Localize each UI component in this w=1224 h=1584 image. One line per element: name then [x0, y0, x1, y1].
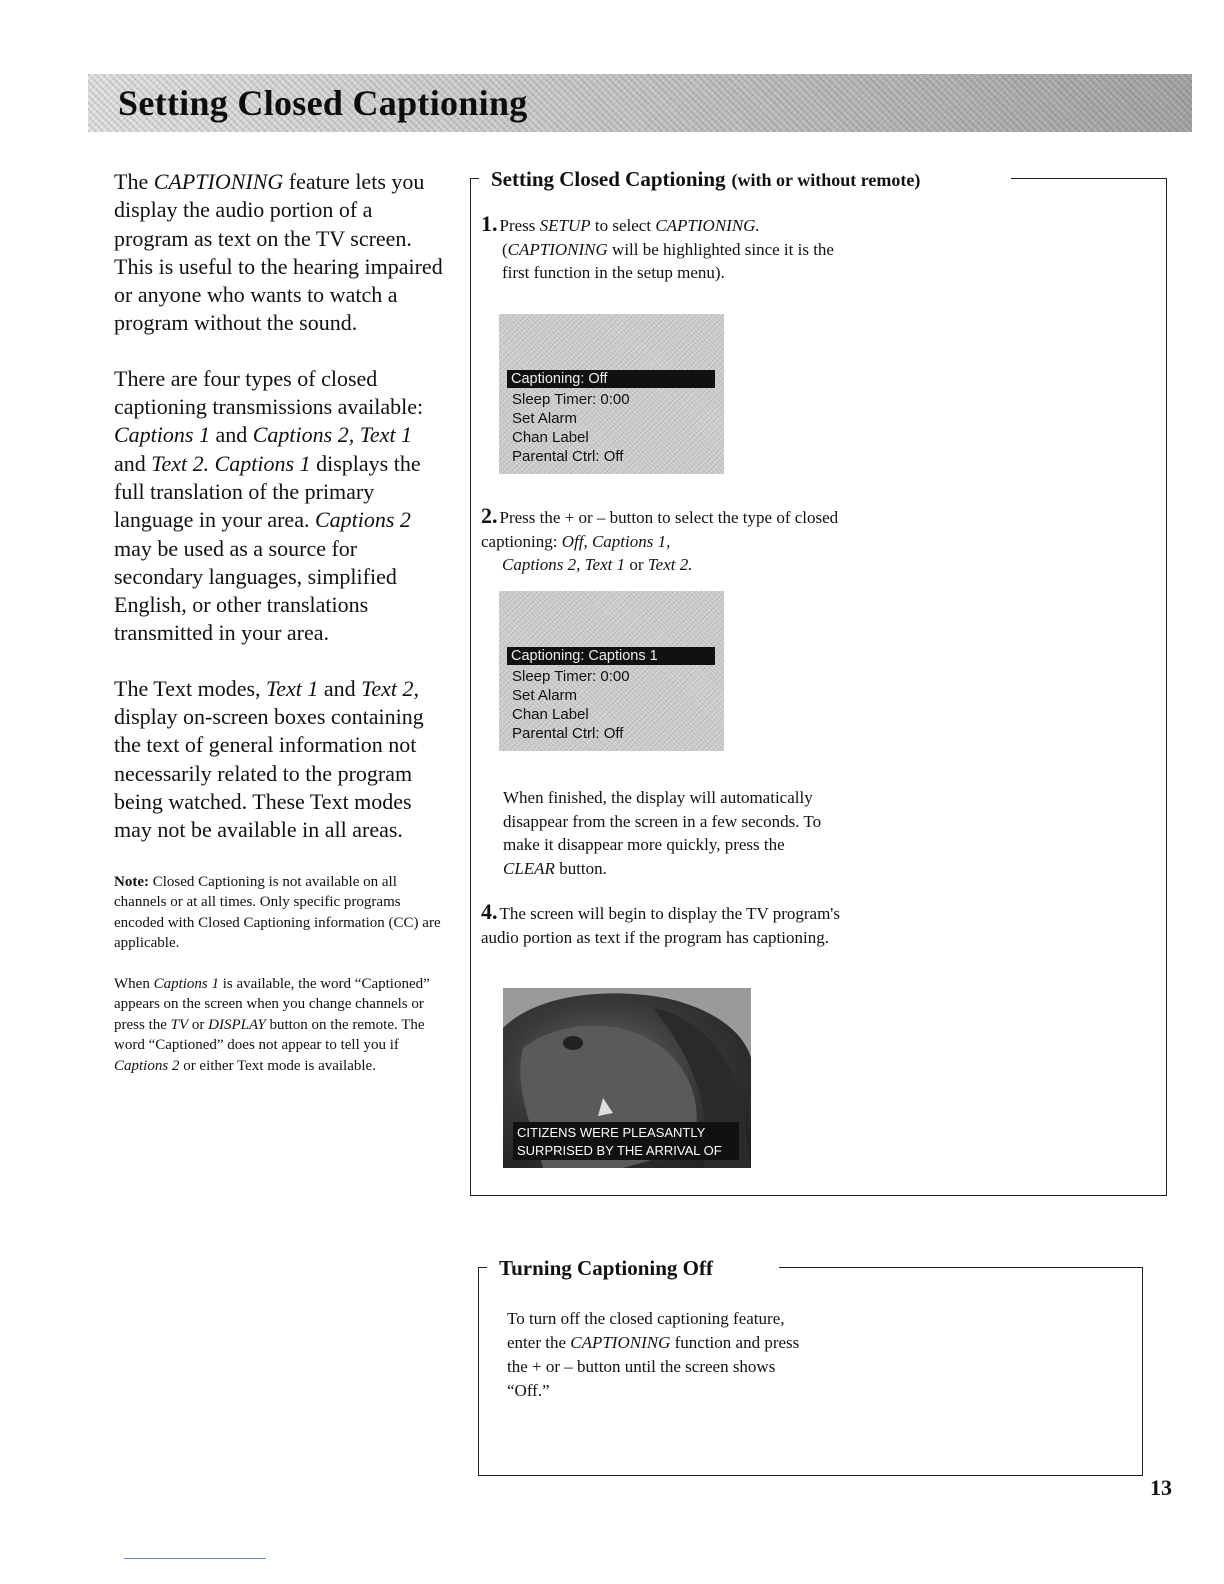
caption-text-box: CITIZENS WERE PLEASANTLY SURPRISED BY THE ARRIVAL OF: [513, 1122, 739, 1160]
menu-item: Sleep Timer: 0:00: [512, 668, 630, 685]
menu-item: Parental Ctrl: Off: [512, 448, 624, 465]
turn-off-paragraph: To turn off the closed captioning feature, enter the CAPTIONING function and press the + or – button until the screen shows “Off.”: [507, 1309, 800, 1400]
setting-captioning-box: [470, 167, 1167, 1196]
tv-menu-screen-2: [499, 591, 724, 751]
footer-line: [124, 1558, 266, 1559]
text-modes-paragraph: The Text modes, Text 1 and Text 2, display on-screen boxes containing the text of general information not necessarily related to the program being watched. These Text modes may not be available in all areas.: [114, 675, 424, 843]
step-1: 1. Press SETUP to select CAPTIONING. (CAPTIONING will be highlighted since it is the first function in the setup menu).: [481, 211, 834, 282]
step-2: 2. Press the + or – button to select the type of closed captioning: Off, Captions 1, Captions 2, Text 1 or Text 2.: [481, 503, 839, 574]
step-4: 4. The screen will begin to display the TV program's audio portion as text if the program has captioning.: [481, 899, 840, 947]
types-paragraph: There are four types of closed captioning transmissions available: Captions 1 and Captions 2, Text 1 and Text 2. Captions 1 displays the full translation of the primary language in your area. Captions 2 may be used as a source for secondary languages, simplified English, or other translations transmitted in your area.: [114, 365, 424, 646]
page-title: Setting Closed Captioning: [118, 83, 528, 123]
captioned-paragraph: When Captions 1 is available, the word “Captioned” appears on the screen when you change channels or press the TV or DISPLAY button on the remote. The word “Captioned” does not appear to tell you if Captions 2 or either Text mode is available.: [114, 975, 430, 1074]
tv-menu-screen-1: [499, 314, 724, 474]
menu-item: Chan Label: [512, 429, 589, 446]
menu-item: Set Alarm: [512, 687, 578, 704]
note-paragraph: Note: Closed Captioning is not available on all channels or at all times. Only specific programs encoded with Closed Captioning information (CC) are applicable.: [114, 873, 441, 952]
finish-paragraph: When finished, the display will automatically disappear from the screen in a few seconds. To make it disappear more quickly, press the CLEAR button.: [503, 788, 822, 878]
tv-captioned-picture: [503, 988, 751, 1168]
menu-item: Parental Ctrl: Off: [512, 725, 624, 742]
box-title: Turning Captioning Off: [499, 1256, 713, 1280]
menu-item: Set Alarm: [512, 410, 578, 427]
left-column: [114, 168, 444, 1096]
page-number: 13: [1150, 1475, 1172, 1500]
menu-item: Chan Label: [512, 706, 589, 723]
menu-highlight: Captioning: Captions 1: [507, 647, 715, 665]
header-banner: [88, 74, 1192, 132]
box-title: Setting Closed Captioning (with or without remote): [491, 167, 921, 191]
menu-item: Sleep Timer: 0:00: [512, 391, 630, 408]
turning-off-box: [478, 1256, 1143, 1476]
menu-highlight: Captioning: Off: [507, 370, 715, 388]
intro-paragraph: The CAPTIONING feature lets you display the audio portion of a program as text on the TV screen. This is useful to the hearing impaired or anyone who wants to watch a program without the sound.: [114, 169, 443, 336]
